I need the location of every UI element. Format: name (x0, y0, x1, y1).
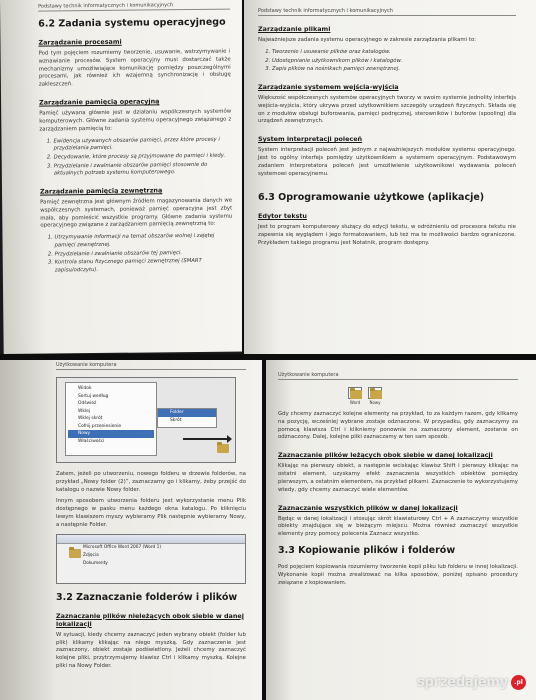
subsection-heading: Zarządzanie systemem wejścia-wyjścia (258, 82, 399, 91)
page-header: Podstawy technik informatycznych i komunikacyjnych (258, 8, 516, 16)
section-title: 6.3 Oprogramowanie użytkowe (aplikacje) (258, 192, 485, 204)
subsection-heading: Zaznaczanie wszystkich plików w danej lokalizacji (278, 503, 458, 512)
section-title: 3.2 Zaznaczanie folderów i plików (56, 591, 238, 603)
paragraph: Jest to program komputerowy służący do edycji tekstu, w odróżnieniu od procesora tekstu nie zapewnia się wyglądem i jego formatowaniem, lub też ma te możliwości bardzo ograniczone. Przykładem takiego programu jest Notatnik, program dostępny. (258, 224, 516, 247)
toolbar (57, 535, 245, 544)
folder-icon (350, 390, 362, 399)
arrow-icon (183, 438, 229, 440)
subsection-heading: Zarządzanie procesami (38, 37, 122, 47)
subsection-heading: Zarządzanie pamięcią zewnętrzną (39, 186, 163, 196)
context-menu-screenshot (56, 377, 236, 463)
paragraph: Pamięć używana głównie jest w działaniu współczesnych systemów komputerowych. Główne zadania systemu operacyjnego związanego z zarządzaniem pamięcią to: (39, 108, 232, 133)
paragraph: Pod tym pojęciem rozumiemy tworzenie, usuwanie, wstrzymywanie i wznawianie procesów. System operacyjny musi dostarczać także mechanizmy umożliwiające komunikację pomiędzy poszczególnymi procesami, jak również ich wzajemną synchronizację i obsługę zakleszczeń. (38, 48, 231, 88)
subsection-heading: Zaznaczanie plików nieleżących obok siebie w danej lokalizacji (56, 611, 244, 628)
submenu (157, 408, 217, 428)
watermark-text: sprzedajemy (416, 675, 508, 690)
file-icon (348, 387, 362, 405)
folder-icon (217, 444, 229, 453)
paragraph: Gdy chcemy zaznaczyć kolejne elementy na przykład, to za każdym razem, gdy klikamy na pozycję, wcześniej wybrane zostaje odznaczone. W przypadku, gdy zaznaczymy za pomocą klawisza Ctrl i klikniemy ponownie na zaznaczony element, zostanie on odznaczony. Dalej, kolejne pliki zaznaczamy w ten sam sposób. (278, 411, 518, 441)
menu-item: Cofnij przeniesienie (78, 423, 122, 429)
photo-gap (0, 354, 536, 360)
list-item: 1. Ewidencja używanych obszarów pamięci, przez które procesy i przydzielania pamięci. (53, 136, 231, 153)
file-row: Dokumenty (83, 560, 108, 566)
page-bottom-right (266, 360, 536, 700)
menu-item: Wklej (78, 408, 91, 414)
photo-gap (262, 360, 266, 700)
menu-item: Właściwości (78, 438, 105, 444)
paragraph: System interpretacji poleceń jest jednym z najważniejszych modułów systemu operacyjnego. Jest to ogólny interfejs pomiędzy użytkownikiem a systemem operacyjnym. Podstawowym zadaniem interpretatora poleceń jest umożliwienie użytkownikowi wydawania poleceń systemowi operacyjnemu. (258, 147, 516, 177)
list-item: 2. Przydzielanie i zwalnianie obszarów tej pamięci. (55, 249, 233, 259)
list-item: 3. Zapis plików na nośnikach pamięci zewnętrznej. (272, 66, 516, 74)
icon-row (348, 387, 518, 405)
file-icon (368, 387, 382, 405)
menu-item-new: Nowy (68, 430, 154, 438)
submenu-item: Skrót (170, 417, 182, 423)
watermark-badge: .pl (511, 675, 526, 690)
list-item: 1. Utrzymywanie informacji na temat obszarów wolnej i zajętej pamięci zewnętrznej. (54, 233, 232, 250)
paragraph: Pod pojęciem kopiowania rozumiemy tworzenie kopii pliku lub folderu w innej lokalizacji. Wykonanie kopii można zrealizować na kilka sposobów, poniżej opisano procedury związane z kopiowaniem. (278, 564, 518, 586)
file-row: Zdjęcia (83, 552, 99, 558)
menu-item: Odśwież (78, 401, 97, 406)
numbered-list (39, 136, 231, 178)
paragraph: W sytuacji, kiedy chcemy zaznaczyć jeden wybrany obiekt (folder lub plik) klikamy klikając na niego myszką. Gdy zaznaczenie jest zaznaczony, obiekt zostaje podświetlony. Jeżeli chcemy zaznaczyć kolejne pliki, przytrzymujemy klawisz Ctrl i klikamy myszką. Kolejne pliki na Nowy Folder. (56, 631, 246, 670)
paragraph: Klikając na pierwszy obiekt, a następnie wciskając klawisz Shift i pierwszy klikając na ostatni element, uzyskamy efekt zaznaczenia wszystkich obiektów pomiędzy pierwszym, a ostatnim elementem, na przykład plikami. Zaznaczenie to wykorzystujemy wtedy, gdy chcemy zaznaczyć wiele elementów. (278, 463, 518, 493)
section-title: 3.3 Kopiowanie plików i folderów (278, 545, 456, 557)
list-item: 1. Tworzenie i usuwanie plików oraz katalogów. (272, 49, 516, 57)
subsection-heading: Edytor tekstu (258, 212, 307, 221)
icon-label: Nowy (369, 400, 381, 405)
page-bottom-left (0, 360, 262, 700)
paragraph: Większość współczesnych systemów operacyjnych tworzy w swoim systemie jednolity interfejs wejścia-wyjścia, który ukrywa przed użytkownikiem szczegóły urządzeń fizycznych. Składa się on z modułów obsługi buforowania, pamięci podręcznej, sterowników i buforów (spooling) dla urządzeń zewnętrznych. (258, 94, 516, 125)
list-item: 2. Decydowanie, które procesy są przyjmowane do pamięci i kiedy. (54, 153, 232, 163)
folder-icon (69, 549, 81, 558)
paragraph: Najważniejsze zadania systemu operacyjnego w zakresie zarządzania plikami to: (258, 37, 477, 43)
folder-icon (370, 390, 382, 399)
page-top-right (244, 0, 536, 354)
list-item: 2. Udostępnianie użytkownikom plików i katalogów. (272, 58, 516, 66)
context-menu (65, 382, 157, 456)
page-header: Użytkowanie komputera (56, 362, 246, 370)
icon-label: Word (349, 400, 361, 405)
page-header: Podstawy technik informatycznych i komunikacyjnych (38, 2, 230, 12)
menu-item: Wklej skrót (78, 416, 103, 421)
section-title: 6.2 Zadania systemu operacyjnego (38, 16, 226, 30)
subsection-heading: Zarządzanie pamięcią operacyjną (39, 97, 160, 107)
subsection-heading: Zaznaczanie plików leżących obok siebie w danej lokalizacji (278, 451, 493, 460)
numbered-list (40, 233, 232, 275)
page-top-left (0, 0, 246, 354)
file-row: Microsoft Office Word 2007 (Word 1) (83, 544, 162, 550)
paragraph: Będąc w danej lokalizacji i stosując skrót klawiaturowy Ctrl + A zaznaczymy wszystkie obiekty znajdujące się w bieżącym miejscu. Można również zaznaczyć wszystkie elementy przy pomocy polecenia Zaznacz wszystko. (278, 515, 518, 538)
explorer-screenshot (56, 534, 246, 584)
menu-item: Sortuj według (78, 393, 109, 399)
numbered-list (258, 49, 516, 74)
list-item: 3. Przydzielanie i zwalnianie obszarów pamięci stosownie do aktualnych potrzeb systemu komputerowego. (54, 161, 232, 178)
subsection-heading: Zarządzanie plikami (258, 25, 331, 33)
paragraph: Pamięć zewnętrzna jest głównym źródłem magazynowania danych we współczesnych systemach, ponieważ pamięć operacyjna jest zbyt mała, aby pomieścić wszystkie programy. Główne zadania systemu operacyjnego związane z zarządzaniem pamięcią zewnętrzną to: (40, 197, 233, 230)
menu-item: Widok (78, 386, 92, 391)
paragraph: Innym sposobem utworzenia folderu jest wykorzystanie menu Plik dostępnego w pasku menu każdego okna katalogu. Po kliknięciu lewym klawiszem myszy wybieramy Plik następnie wybieramy Nowy, a następnie Folder. (56, 498, 246, 528)
list-item: 3. Kontrola stanu fizycznego pamięci zewnętrznej (SMART zapisu/odczytu). (55, 258, 233, 275)
submenu-item-folder: Folder (158, 409, 216, 417)
watermark (417, 675, 526, 690)
subsection-heading: System interpretacji poleceń (258, 135, 363, 144)
photo-gap (242, 0, 244, 356)
paragraph: Zatem, jeżeli po utworzeniu, nowego folderu w drzewie folderów, na przykład „Nowy folder (2)”, zaznaczamy go i klikamy, żeby przejść do katalogu o nazwie Nowy folder. (56, 471, 246, 493)
page-header: Użytkowanie komputera (278, 372, 518, 380)
